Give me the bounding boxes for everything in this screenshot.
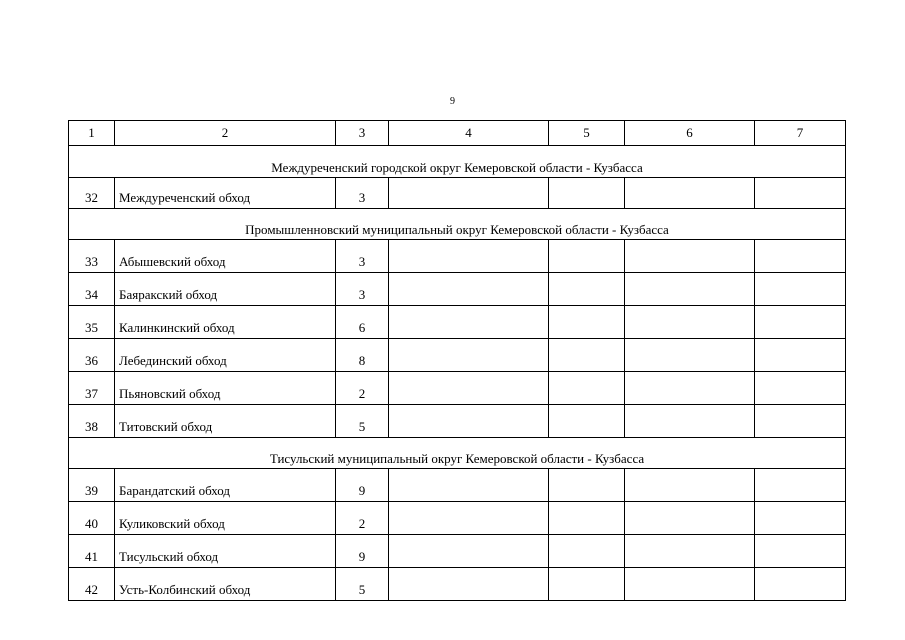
row-value: 2 [336,502,389,535]
empty-cell [625,568,755,601]
empty-cell [389,372,549,405]
table-row [69,339,846,372]
empty-cell [625,306,755,339]
empty-cell [625,502,755,535]
table-row [69,502,846,535]
empty-cell [755,240,846,273]
row-name: Абышевский обход [115,240,336,273]
row-name: Барандатский обход [115,469,336,502]
empty-cell [549,306,625,339]
row-number: 42 [69,568,115,601]
table-row [69,306,846,339]
section-header-row [69,438,846,469]
row-number: 41 [69,535,115,568]
row-value: 3 [336,273,389,306]
empty-cell [625,469,755,502]
row-number: 40 [69,502,115,535]
row-name: Куликовский обход [115,502,336,535]
row-name: Усть-Колбинский обход [115,568,336,601]
empty-cell [625,405,755,438]
row-name: Лебединский обход [115,339,336,372]
empty-cell [549,273,625,306]
empty-cell [549,469,625,502]
empty-cell [549,568,625,601]
empty-cell [755,372,846,405]
column-header: 6 [625,121,755,146]
empty-cell [389,568,549,601]
row-value: 3 [336,178,389,209]
empty-cell [389,240,549,273]
empty-cell [389,469,549,502]
empty-cell [755,405,846,438]
main-table [68,120,846,601]
section-title: Междуреченский городской округ Кемеровской области - Кузбасса [69,146,846,178]
section-header-row [69,209,846,240]
section-header-row [69,146,846,178]
column-header: 3 [336,121,389,146]
table-row [69,469,846,502]
empty-cell [755,178,846,209]
row-value: 9 [336,535,389,568]
row-number: 38 [69,405,115,438]
empty-cell [549,535,625,568]
empty-cell [755,502,846,535]
empty-cell [549,502,625,535]
column-header: 2 [115,121,336,146]
column-header: 5 [549,121,625,146]
table-row [69,568,846,601]
table-row [69,535,846,568]
row-number: 34 [69,273,115,306]
row-name: Баяракский обход [115,273,336,306]
table-row [69,273,846,306]
empty-cell [755,535,846,568]
row-value: 8 [336,339,389,372]
empty-cell [755,469,846,502]
empty-cell [625,240,755,273]
empty-cell [549,339,625,372]
empty-cell [389,405,549,438]
empty-cell [389,535,549,568]
empty-cell [625,339,755,372]
column-header: 7 [755,121,846,146]
section-title: Промышленновский муниципальный округ Кемеровской области - Кузбасса [69,209,846,240]
empty-cell [755,568,846,601]
row-name: Пьяновский обход [115,372,336,405]
row-number: 36 [69,339,115,372]
row-value: 6 [336,306,389,339]
table-row [69,405,846,438]
row-value: 5 [336,568,389,601]
row-name: Междуреченский обход [115,178,336,209]
row-number: 32 [69,178,115,209]
empty-cell [389,502,549,535]
table-row [69,178,846,209]
column-header: 4 [389,121,549,146]
empty-cell [389,178,549,209]
table-row [69,240,846,273]
column-header: 1 [69,121,115,146]
empty-cell [549,178,625,209]
row-value: 5 [336,405,389,438]
empty-cell [549,372,625,405]
page-number: 9 [450,96,455,107]
row-name: Калинкинский обход [115,306,336,339]
row-name: Тисульский обход [115,535,336,568]
empty-cell [625,178,755,209]
table-row [69,372,846,405]
empty-cell [389,306,549,339]
empty-cell [755,273,846,306]
empty-cell [755,339,846,372]
row-value: 2 [336,372,389,405]
header-row [69,121,846,146]
row-number: 39 [69,469,115,502]
empty-cell [625,535,755,568]
empty-cell [755,306,846,339]
row-number: 37 [69,372,115,405]
empty-cell [549,240,625,273]
section-title: Тисульский муниципальный округ Кемеровской области - Кузбасса [69,438,846,469]
row-value: 9 [336,469,389,502]
empty-cell [625,273,755,306]
empty-cell [549,405,625,438]
empty-cell [389,273,549,306]
row-name: Титовский обход [115,405,336,438]
row-value: 3 [336,240,389,273]
empty-cell [625,372,755,405]
row-number: 33 [69,240,115,273]
row-number: 35 [69,306,115,339]
empty-cell [389,339,549,372]
